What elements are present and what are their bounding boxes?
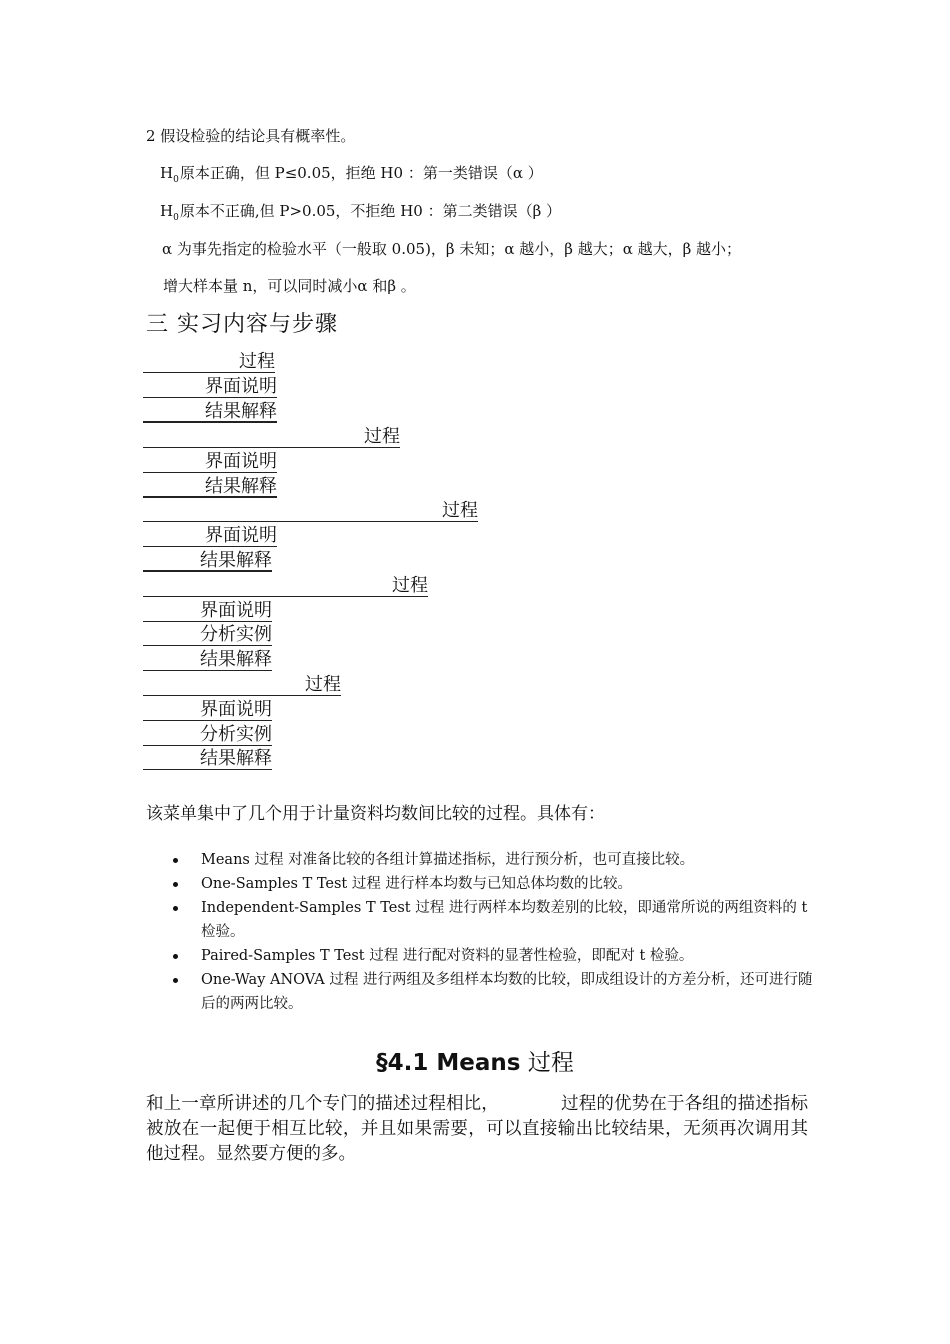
procedure-list [170, 848, 820, 1016]
toc-link-process[interactable]: 过程 [143, 425, 400, 448]
type-2-error-text: 原本不正确,但 P>0.05，不拒绝 H0 ：第二类错误（β ） [179, 202, 562, 220]
toc-link-results[interactable]: 结果解释 [143, 648, 272, 671]
sample-size-line: 增大样本量 n，可以同时减小α 和β 。 [163, 277, 416, 295]
paragraph-part-1: 和上一章所讲述的几个专门的描述过程相比， [146, 1094, 499, 1114]
type-1-error-text: 原本正确，但 P≤0.05，拒绝 H0 ：第一类错误（α ） [179, 164, 543, 182]
alpha-beta-line: α 为事先指定的检验水平（一般取 0.05)，β 未知；α 越小，β 越大；α 越大，β 越小； [162, 240, 742, 258]
toc-link-results[interactable]: 结果解释 [143, 475, 277, 498]
h-subscript: 0 [173, 213, 179, 223]
toc-link-interface[interactable]: 界面说明 [143, 599, 272, 622]
paragraph-part-2: 过程的优势在于各组的描述指标被放在一起便于相互比较，并且如果需要，可以直接输出比较结果，无须再次调用其他过程。显然要方便的多。 [146, 1094, 809, 1164]
bullet-icon [173, 906, 178, 911]
list-item-text: Independent-Samples T Test 过程 进行两样本均数差别的比较，即通常所说的两组资料的 t 检验。 [201, 900, 808, 940]
means-heading-suffix: 过程 [527, 1050, 574, 1076]
h-subscript: 0 [173, 175, 179, 185]
menu-intro-text: 该菜单集中了几个用于计量资料均数间比较的过程。具体有： [146, 804, 605, 824]
list-item-text: One-Samples T Test 过程 进行样本均数与已知总体均数的比较。 [201, 876, 632, 892]
list-item [170, 896, 820, 944]
toc-link-results[interactable]: 结果解释 [143, 400, 277, 423]
list-item-text: Means 过程 对准备比较的各组计算描述指标，进行预分析，也可直接比较。 [201, 852, 695, 868]
h-symbol: H [160, 164, 174, 182]
list-item [170, 944, 820, 968]
bullet-icon [173, 954, 178, 959]
bullet-icon [173, 858, 178, 863]
list-item [170, 872, 820, 896]
section-heading: 三 实习内容与步骤 [146, 312, 338, 337]
list-item-text: One-Way ANOVA 过程 进行两组及多组样本均数的比较，即成组设计的方差分析，还可进行随后的两两比较。 [201, 972, 813, 1012]
means-heading-title: §4.1 Means [376, 1050, 521, 1076]
toc-link-interface[interactable]: 界面说明 [143, 698, 272, 721]
toc-link-results[interactable]: 结果解释 [143, 747, 272, 770]
type-2-error-line [160, 200, 561, 223]
bullet-icon [173, 882, 178, 887]
toc-link-interface[interactable]: 界面说明 [143, 375, 277, 398]
toc-link-process[interactable]: 过程 [143, 574, 428, 597]
means-section-heading [0, 1044, 950, 1077]
list-item [170, 968, 820, 1016]
means-description-paragraph [146, 1092, 808, 1167]
toc-link-process[interactable]: 过程 [143, 499, 478, 522]
hypothesis-point-2: 2 假设检验的结论具有概率性。 [146, 127, 356, 145]
toc-link-interface[interactable]: 界面说明 [143, 450, 277, 473]
h-symbol: H [160, 202, 174, 220]
toc-link-process[interactable]: 过程 [143, 350, 275, 373]
bullet-icon [173, 978, 178, 983]
list-item [170, 848, 820, 872]
toc-link-example[interactable]: 分析实例 [143, 623, 272, 646]
toc-link-results[interactable]: 结果解释 [143, 549, 272, 572]
list-item-text: Paired-Samples T Test 过程 进行配对资料的显著性检验，即配对 t 检验。 [201, 948, 694, 964]
toc-link-interface[interactable]: 界面说明 [143, 524, 277, 547]
toc-link-example[interactable]: 分析实例 [143, 723, 272, 746]
toc-link-process[interactable]: 过程 [143, 673, 341, 696]
type-1-error-line [160, 162, 543, 185]
